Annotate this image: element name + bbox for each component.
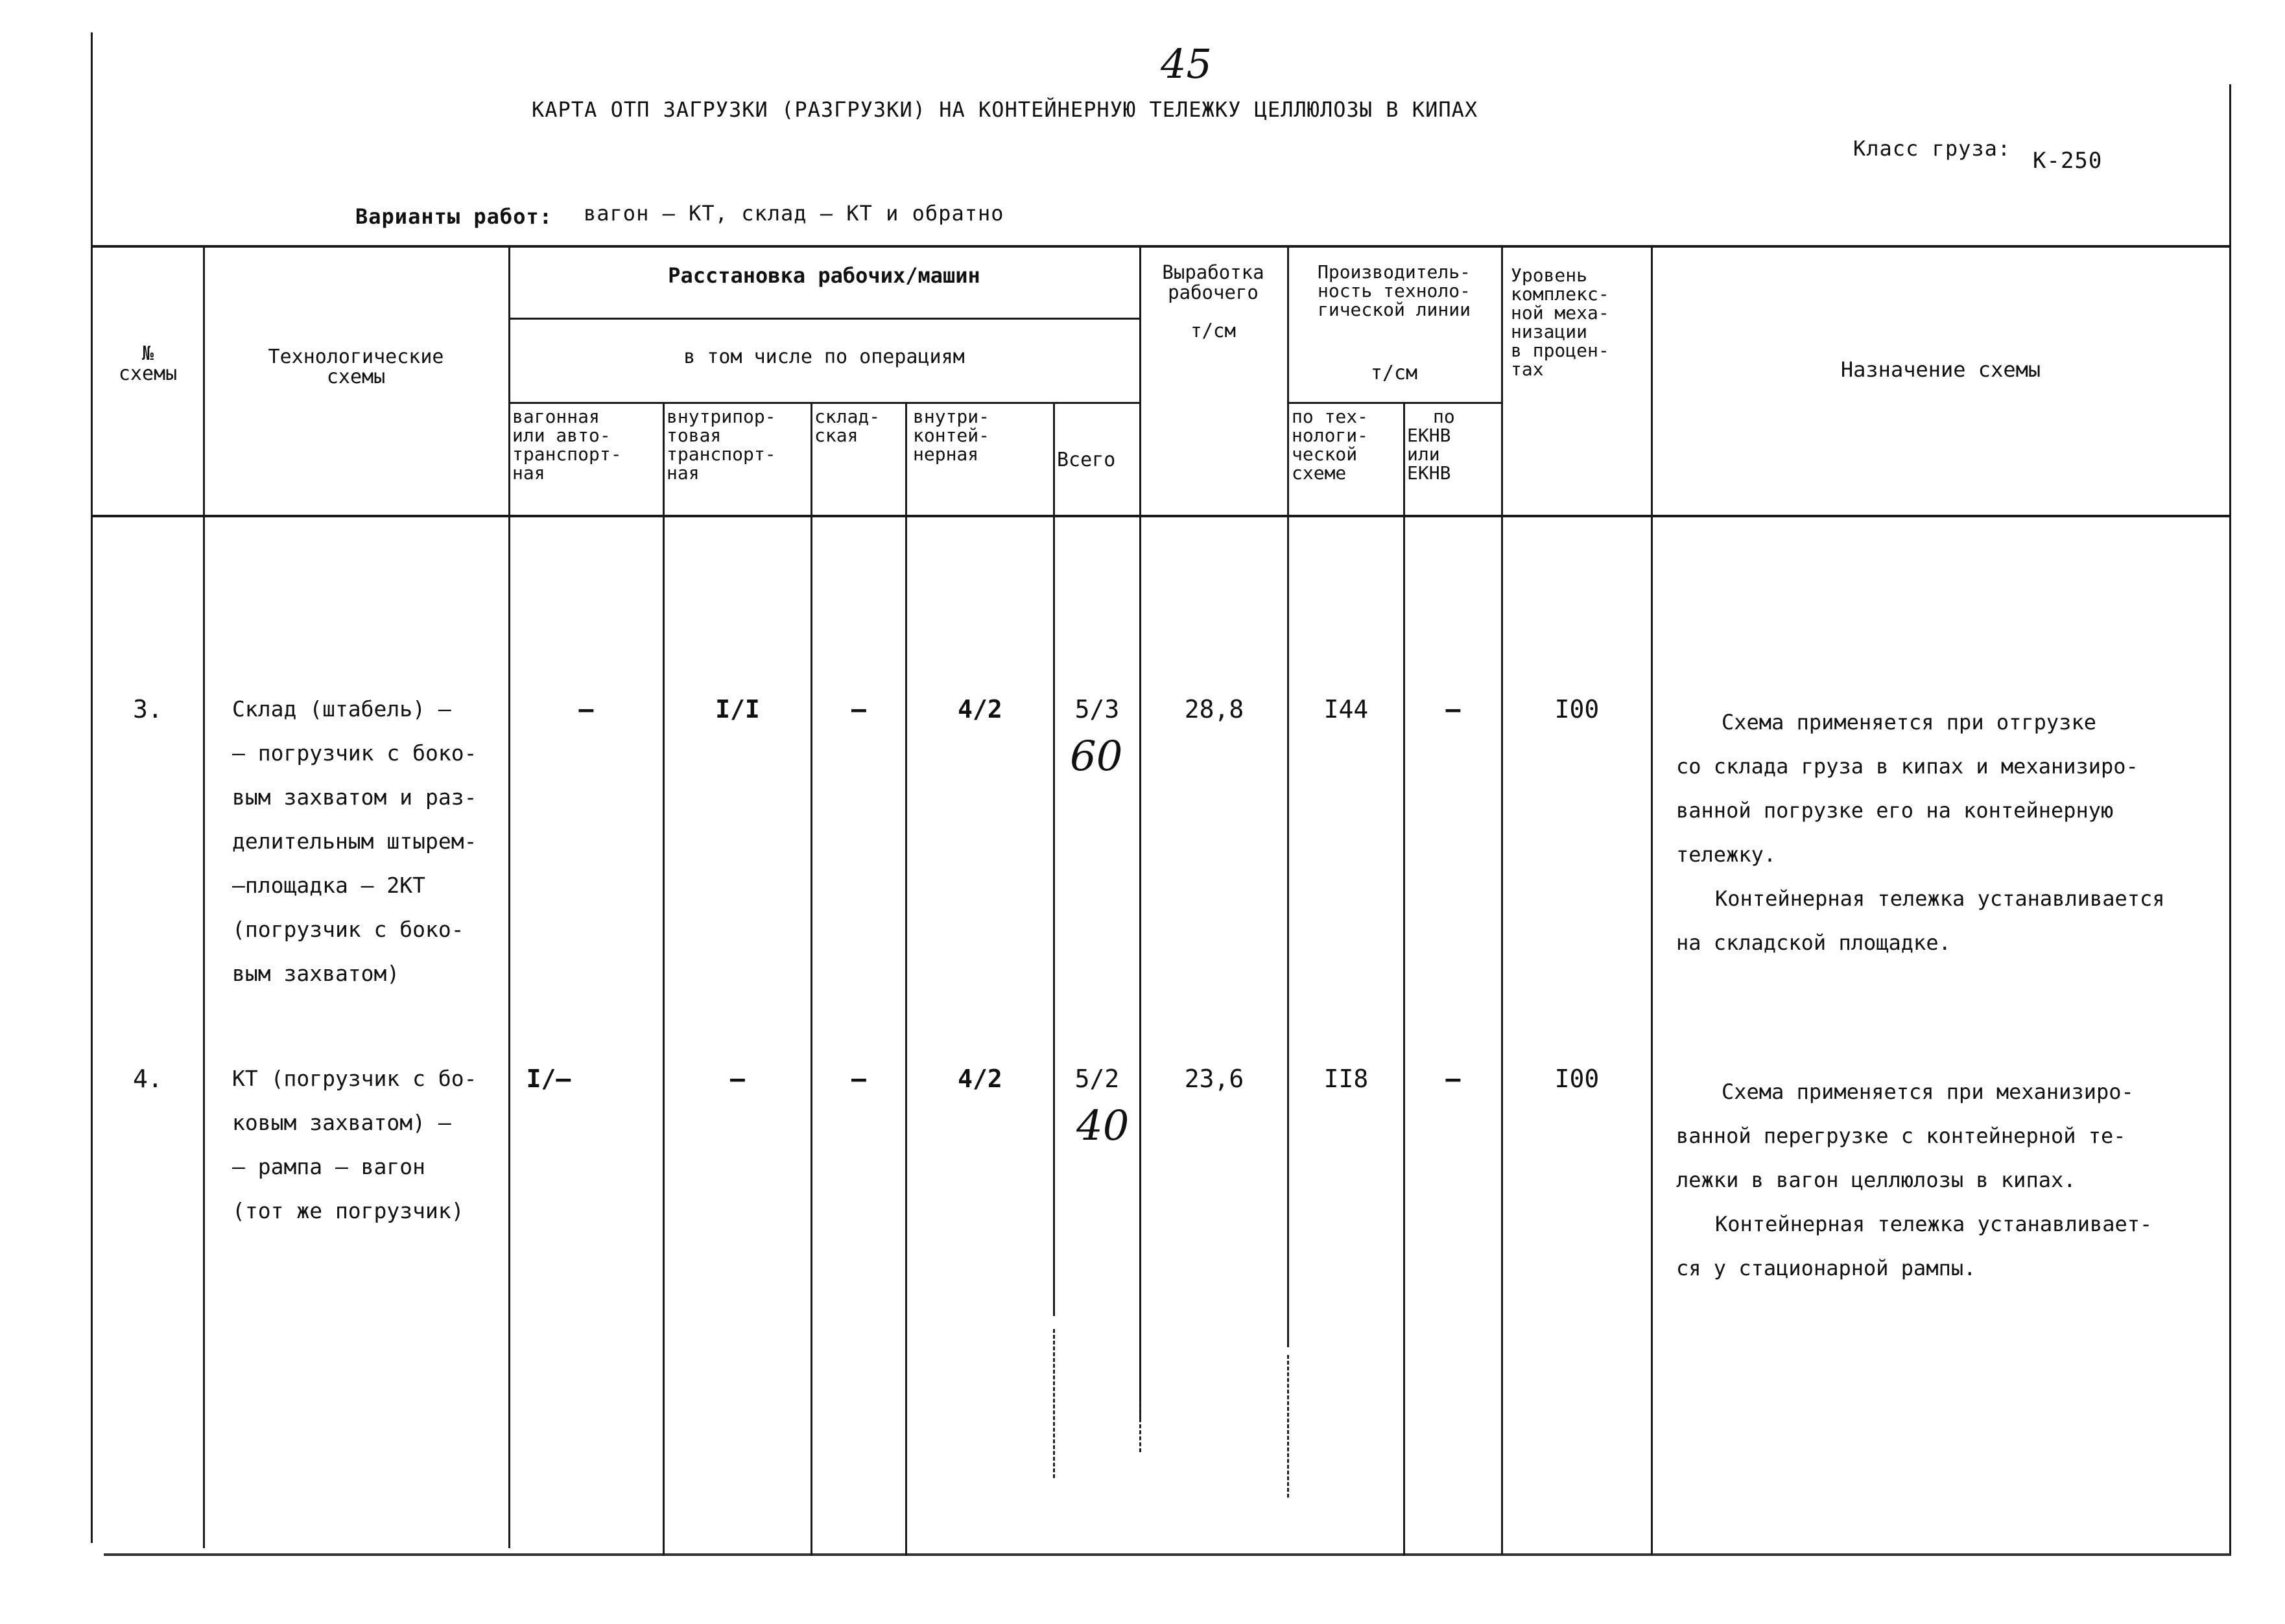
row3-total: 5/3 bbox=[1074, 695, 1120, 724]
row4-purpose: Схема применяется при механизиро- ванной перегрузке с контейнерной те- лежки в вагон целлюлозы в кипах. Контейнерная тележка устанавливает- ся у стационарной рампы. bbox=[1676, 1079, 2153, 1280]
col-line-7-dashed bbox=[1139, 1400, 1141, 1452]
row3-op-intracontainer: 4/2 bbox=[958, 695, 1002, 724]
row3-handwritten: 60 bbox=[1070, 733, 1123, 781]
hdr-mechanization: Уровень комплекс- ной меха- низации в процен- тах bbox=[1511, 265, 1609, 380]
hdr-op-intracontainer: внутри- контей- нерная bbox=[913, 406, 990, 465]
hdr-purpose: Назначение схемы bbox=[1840, 357, 2041, 382]
col-line-1 bbox=[203, 245, 205, 1548]
row4-total: 5/2 bbox=[1074, 1065, 1120, 1093]
hdr-by-eknv: по ЕКНВ или ЕКНВ bbox=[1407, 406, 1455, 484]
row4-mechanization: I00 bbox=[1554, 1065, 1600, 1093]
row3-no: 3. bbox=[133, 695, 163, 724]
col-line-9 bbox=[1403, 402, 1405, 1556]
hdr-scheme-no: № схемы bbox=[118, 342, 178, 385]
col-line-6-dashed bbox=[1053, 1329, 1055, 1478]
row4-handwritten: 40 bbox=[1076, 1102, 1130, 1150]
col-line-8-dashed bbox=[1287, 1355, 1289, 1498]
col-line-7 bbox=[1139, 245, 1141, 1418]
row3-mechanization: I00 bbox=[1554, 695, 1600, 724]
hdr-op-wagon: вагонная или авто- транспорт- ная bbox=[512, 406, 622, 484]
hdr-op-warehouse: склад- ская bbox=[814, 406, 881, 446]
hdr-placement: Расстановка рабочих/машин bbox=[668, 263, 980, 288]
table-top-line bbox=[93, 245, 2230, 248]
row4-prod-eknv: – bbox=[1445, 1065, 1461, 1093]
row4-op-warehouse: – bbox=[851, 1065, 866, 1093]
hdr-total: Всего bbox=[1057, 449, 1116, 471]
col-line-5 bbox=[905, 402, 907, 1556]
work-variants-label: Варианты работ: bbox=[355, 204, 552, 229]
col-line-4 bbox=[811, 402, 812, 1556]
row4-scheme: КТ (погрузчик с бо- ковым захватом) – – рампа – вагон (тот же погрузчик) bbox=[232, 1066, 477, 1223]
row4-no: 4. bbox=[133, 1065, 163, 1093]
row4-output: 23,6 bbox=[1184, 1065, 1244, 1093]
left-margin-line bbox=[91, 32, 93, 1543]
row3-prod-eknv: – bbox=[1445, 695, 1461, 724]
right-margin-line bbox=[2229, 84, 2231, 1556]
hdr-tech-schemes: Технологические схемы bbox=[268, 346, 444, 388]
col-line-2 bbox=[508, 245, 510, 1548]
hdr-by-scheme: по тех- нологи- ческой схеме bbox=[1292, 406, 1369, 484]
row3-op-warehouse: – bbox=[851, 695, 866, 724]
row3-op-wagon: – bbox=[578, 695, 594, 724]
hdr-productivity: Производитель- ность техноло- гической линии bbox=[1317, 261, 1471, 320]
hdr-output: Выработка рабочего т/см bbox=[1162, 261, 1264, 342]
table-bottom-line bbox=[104, 1553, 2231, 1556]
col-line-10 bbox=[1501, 245, 1503, 1555]
col-line-8 bbox=[1287, 245, 1289, 1347]
hdr-line-placement bbox=[508, 318, 1139, 320]
row3-output: 28,8 bbox=[1184, 695, 1244, 724]
row4-op-wagon: I/– bbox=[526, 1065, 571, 1093]
row3-purpose: Схема применяется при отгрузке со склада груза в кипах и механизиро- ванной погрузке его на контейнерную тележку. Контейнерная тележка устанавливается на складской площадке. bbox=[1676, 710, 2165, 955]
work-variants-value: вагон – КТ, склад – КТ и обратно bbox=[584, 201, 1004, 226]
hdr-line-prod bbox=[1287, 402, 1501, 404]
row4-prod-scheme: II8 bbox=[1323, 1065, 1369, 1093]
header-bottom-line bbox=[93, 515, 2230, 517]
cargo-class-value: К-250 bbox=[2033, 148, 2103, 174]
document-title: КАРТА ОТП ЗАГРУЗКИ (РАЗГРУЗКИ) НА КОНТЕЙНЕРНУЮ ТЕЛЕЖКУ ЦЕЛЛЮЛОЗЫ В КИПАХ bbox=[532, 97, 1478, 122]
page-number: 45 bbox=[1161, 40, 1212, 88]
hdr-line-ops bbox=[508, 402, 1139, 404]
row4-op-intraport: – bbox=[730, 1065, 745, 1093]
row3-prod-scheme: I44 bbox=[1323, 695, 1369, 724]
row4-op-intracontainer: 4/2 bbox=[958, 1065, 1002, 1093]
hdr-by-operations: в том числе по операциям bbox=[683, 346, 965, 368]
cargo-class-label: Класс груза: bbox=[1853, 136, 2011, 161]
row3-scheme: Склад (штабель) – – погрузчик с боко- вым захватом и раз- делительным штырем- –площадка – 2КТ (погрузчик с боко- вым захватом) bbox=[232, 696, 477, 986]
col-line-11 bbox=[1651, 245, 1653, 1555]
col-line-3 bbox=[663, 402, 665, 1556]
hdr-productivity-unit: т/см bbox=[1370, 362, 1418, 384]
row3-op-intraport: I/I bbox=[715, 695, 760, 724]
hdr-op-intraport: внутрипор- товая транспорт- ная bbox=[667, 406, 776, 484]
col-line-6 bbox=[1053, 402, 1055, 1316]
